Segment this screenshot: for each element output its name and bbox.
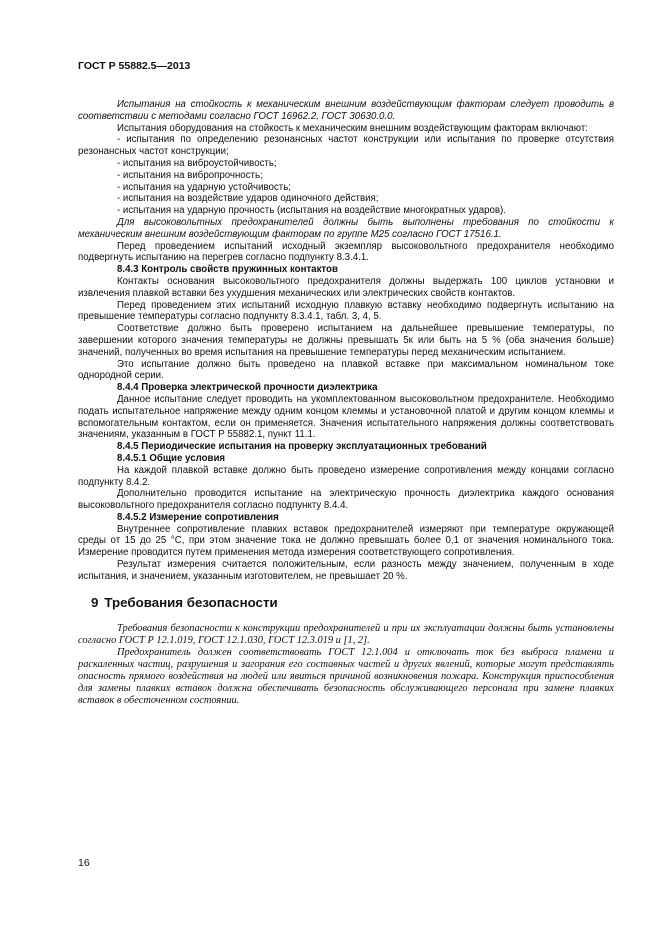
list-item: - испытания по определению резонансных частот конструкции или испытания по проверке отсутствия резонансных частот конструкции; (78, 134, 614, 158)
paragraph: Предохранитель должен соответствовать ГОСТ 12.1.004 и отключать ток без выброса пламени и раскаленных частиц, разрушения и загорания его составных частей и других явлений, которые могут представлять опасность прямого воздействия на людей или явиться причиной возникновения пожара. Конструкция приспособления для замены плавких вставок должна обеспечивать безопасность обслуживающего персонала при замене плавких вставок в обесточенном состоянии. (78, 646, 614, 706)
subsection-heading: 8.4.4 Проверка электрической прочности диэлектрика (117, 382, 378, 394)
page-number: 16 (78, 857, 90, 869)
paragraph: Перед проведением этих испытаний исходную плавкую вставку необходимо подвергнуть испытанию на превышение температуры согласно подпункту 8.3.4.1, табл. 3, 4, 5. (78, 299, 614, 323)
paragraph: Результат измерения считается положительным, если разность между значением, полученным в ходе испытания, и значением, указанным изготовителем, не превышает 20 %. (78, 559, 614, 582)
paragraph: Дополнительно проводится испытание на электрическую прочность диэлектрика каждого основания высоковольтного предохранителя согласно подпункту 8.4.4. (78, 488, 614, 512)
list-item: - испытания на ударную устойчивость; (117, 181, 291, 193)
paragraph: Данное испытание следует проводить на укомплектованном высоковольтном предохранителе. Необходимо подать испытательное напряжение между одним концом клеммы и установочной платой и другим концом клеммы и вспомогательным контактом, если он применяется. Значения испытательного напряжения должны соответствовать значениям, указанным в ГОСТ Р 55882.1, пункт 11.1. (78, 393, 614, 441)
section-number: 9 (91, 594, 99, 610)
paragraph: Испытания оборудования на стойкость к механическим внешним воздействующим факторам включают: (117, 122, 588, 134)
list-item: - испытания на ударную прочность (испытания на воздействие многократных ударов). (117, 205, 506, 217)
paragraph: Это испытание должно быть проведено на плавкой вставке при максимальном номинальном токе однородной серии. (78, 358, 614, 382)
paragraph: Контакты основания высоковольтного предохранителя должны выдержать 100 циклов установки и извлечения плавкой вставки без ухудшения механических или электрических свойств контактов. (78, 275, 614, 299)
list-item: - испытания на вибропрочность; (117, 169, 263, 181)
paragraph: Соответствие должно быть проверено испытанием на дальнейшее превышение температуры, по завершении которого значения температуры не должны превышать 5к или быть на 5 % (оба значения больше) значений, полученных во время испытания на превышение температуры перед механическим испытанием. (78, 323, 614, 358)
paragraph: Внутреннее сопротивление плавких вставок предохранителей измеряют при температуре окружающей среды от 15 до 25 °С, при этом значение тока не должно превышать более 0,1 от значения номинального тока. Измерение проводится путем применения метода измерения соответствующего сопротивления. (78, 523, 614, 559)
paragraph: Испытания на стойкость к механическим внешним воздействующим факторам следует проводить в соответствии с методами согласно ГОСТ 16962.2, ГОСТ 30630.0.0. (78, 99, 614, 122)
list-item: - испытания на виброустойчивость; (117, 157, 277, 169)
section-heading (91, 595, 614, 611)
subsection-heading: 8.4.5.2 Измерение сопротивления (117, 511, 279, 523)
subsection-heading: 8.4.5.1 Общие условия (117, 452, 226, 464)
paragraph: Требования безопасности к конструкции предохранителей и при их эксплуатации должны быть установлены согласно ГОСТ Р 12.1.019, ГОСТ 12.1.030, ГОСТ 12.3.019 и [1, 2]. (78, 622, 614, 646)
subsection-heading: 8.4.3 Контроль свойств пружинных контактов (117, 264, 338, 276)
paragraph: Для высоковольтных предохранителей должны быть выполнены требования по стойкости к механическим внешним воздействующим факторам по группе М25 согласно ГОСТ 17516.1. (78, 216, 614, 240)
paragraph: На каждой плавкой вставке должно быть проведено измерение сопротивления между концами согласно подпункту 8.4.2. (78, 464, 614, 488)
page-body (78, 99, 614, 707)
list-item: - испытания на воздействие ударов одиночного действия; (117, 193, 379, 205)
document-header: ГОСТ Р 55882.5—2013 (78, 60, 191, 72)
paragraph: Перед проведением испытаний исходный экземпляр высоковольтного предохранителя необходимо подвергнуть испытанию на перегрев согласно подпункту 8.3.4.1. (78, 240, 614, 264)
section-title: Требования безопасности (104, 594, 278, 610)
subsection-heading: 8.4.5 Периодические испытания на проверку эксплуатационных требований (117, 441, 487, 453)
